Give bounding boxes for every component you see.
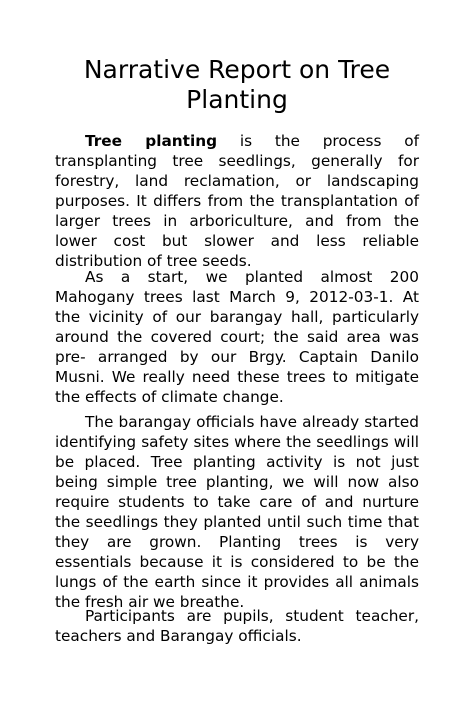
paragraph-text: As a start, we planted almost 200 Mahogany trees last March 9, 2012-03-1. At the vicinity of our barangay hall, particularly around the covered court; the said area was pre- arranged by our Brgy. Captain Danilo Musni. We really need these trees to mitigate the effects of climate change. bbox=[55, 268, 419, 406]
paragraph-text: The barangay officials have already started identifying safety sites where the seedlings will be placed. Tree planting activity is not just being simple tree planting, we will now also require students to take care of and nurture the seedlings they planted until such time that they are grown. Planting trees is very essentials because it is considered to be the lungs of the earth since it provides all animals the fresh air we breathe. bbox=[55, 413, 419, 611]
document-title: Narrative Report on Tree Planting bbox=[83, 55, 391, 114]
paragraph-participants bbox=[55, 606, 419, 646]
paragraph-text: is the process of transplanting tree seedlings, generally for forestry, land reclamation, or landscaping purposes. It differs from the transplantation of larger trees in arboriculture, and from the lower cost but slower and less reliable distribution of tree seeds. bbox=[55, 132, 419, 270]
paragraph-tree-planting-definition bbox=[55, 131, 419, 271]
paragraph-text: Participants are pupils, student teacher, teachers and Barangay officials. bbox=[55, 607, 419, 645]
paragraph-barangay-officials bbox=[55, 412, 419, 612]
paragraph-planting-event bbox=[55, 267, 419, 407]
paragraph-lead-term: Tree planting bbox=[85, 132, 218, 150]
